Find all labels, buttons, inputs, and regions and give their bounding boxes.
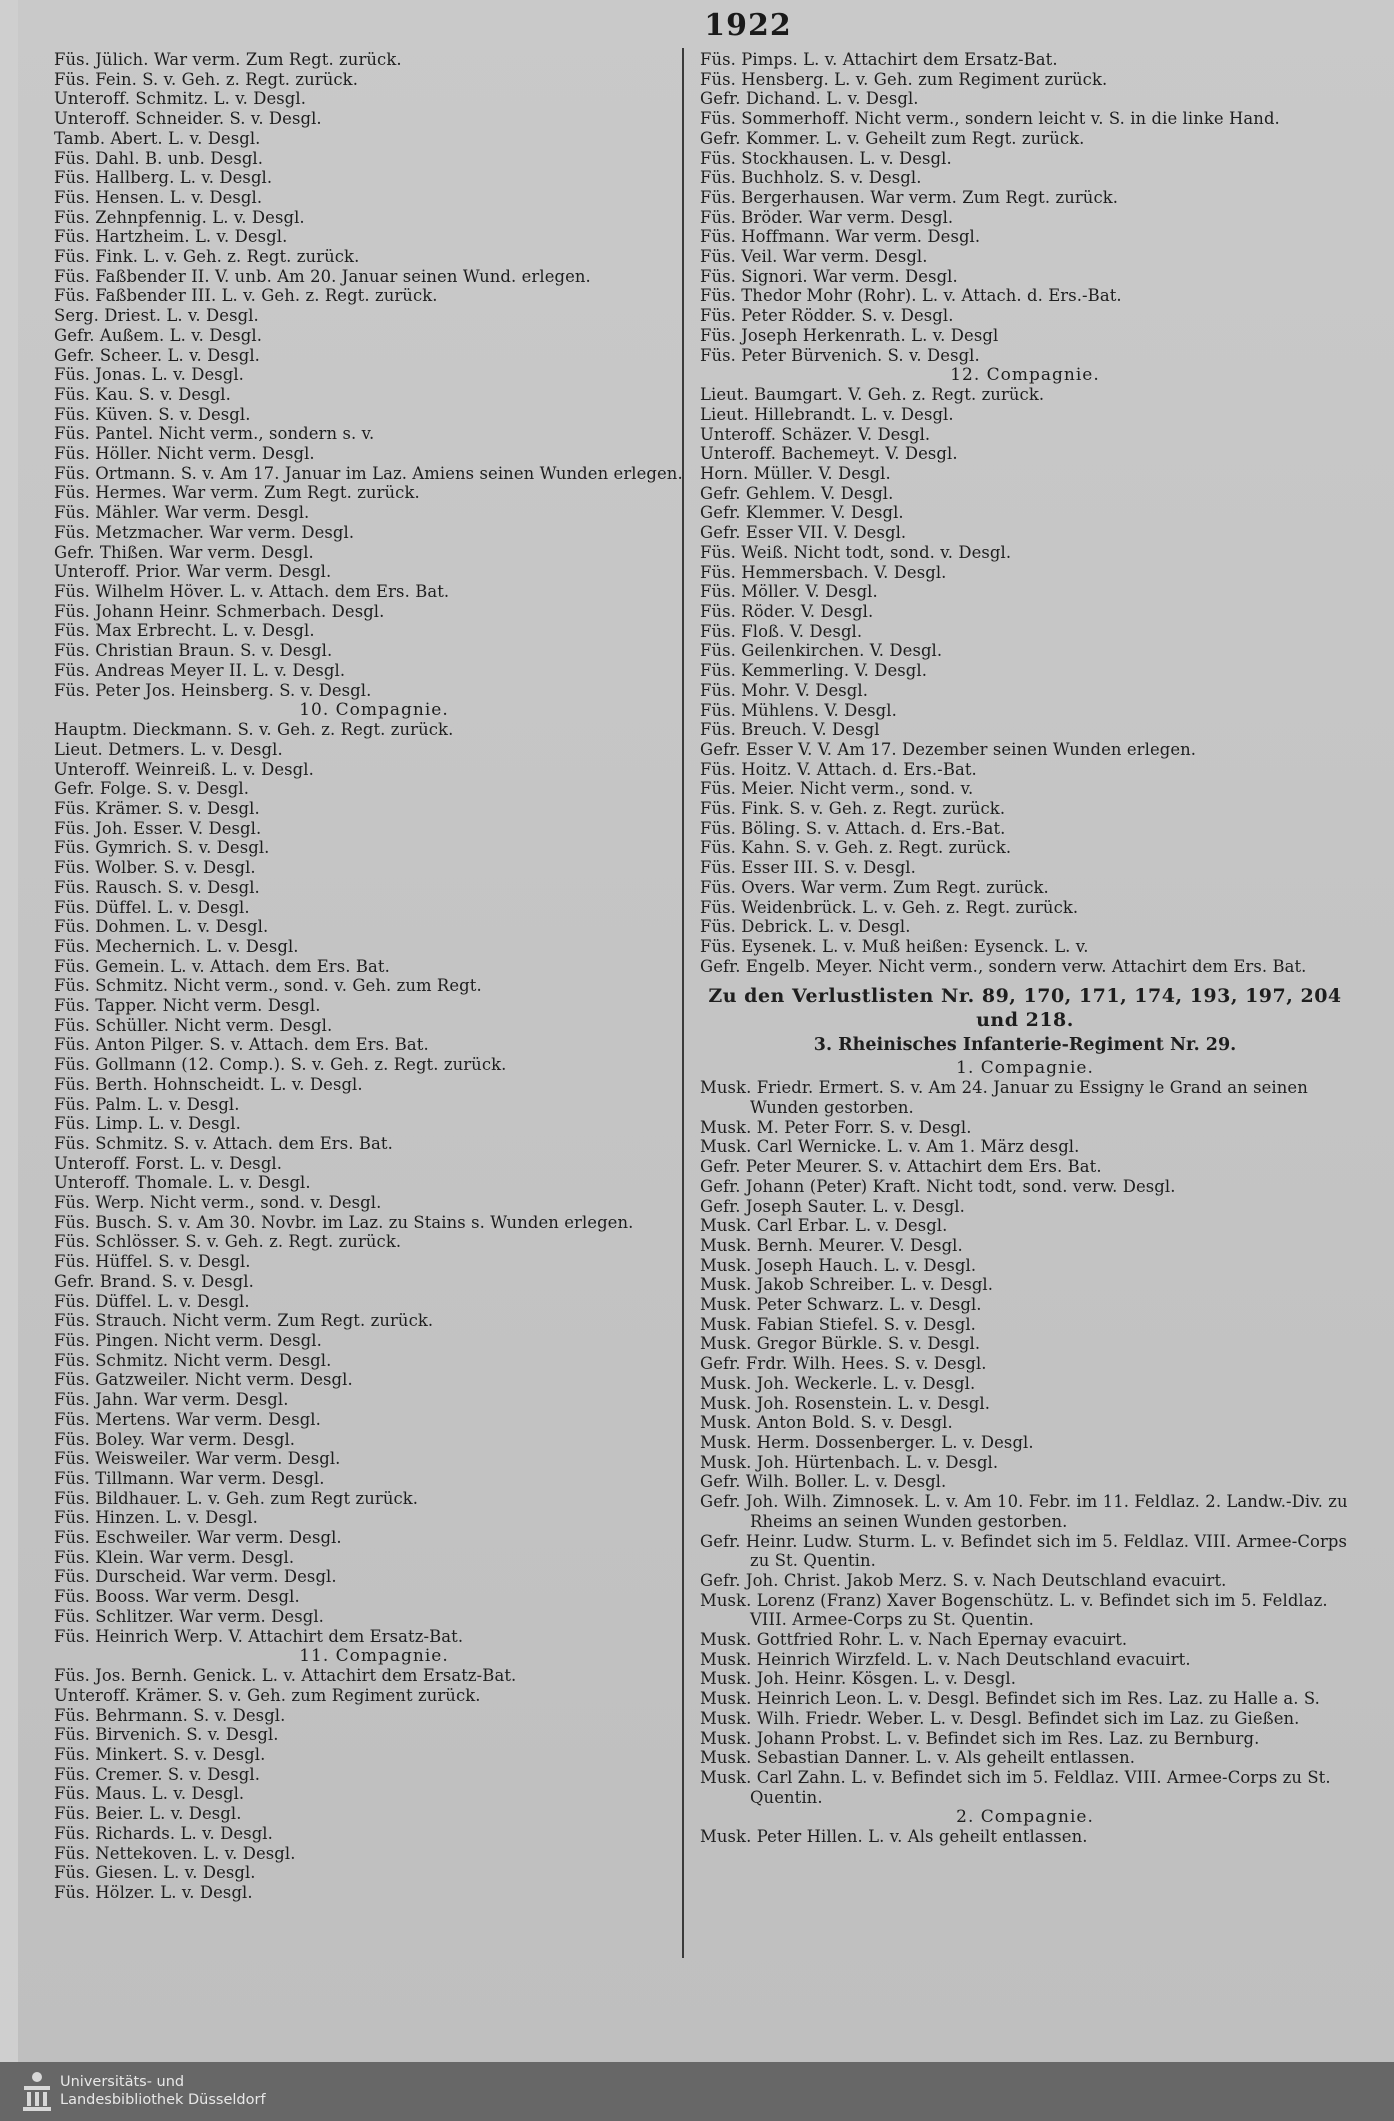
list-entry: Füs. Ortmann. S. v. Am 17. Januar im Laz. Amiens seinen Wunden erlegen. bbox=[54, 463, 683, 483]
list-entry: Füs. Hoitz. V. Attach. d. Ers.-Bat. bbox=[700, 759, 977, 779]
list-entry: Füs. Schüller. Nicht verm. Desgl. bbox=[54, 1015, 333, 1035]
list-entry: Füs. Booss. War verm. Desgl. bbox=[54, 1587, 300, 1607]
list-entry: Gefr. Engelb. Meyer. Nicht verm., sondern verw. Attachirt dem Ers. Bat. bbox=[700, 956, 1307, 976]
list-entry: Füs. Eschweiler. War verm. Desgl. bbox=[54, 1528, 342, 1548]
newspaper-page bbox=[18, 0, 1394, 2062]
list-entry: Musk. Carl Wernicke. L. v. Am 1. März desgl. bbox=[700, 1137, 1080, 1157]
footer-text bbox=[60, 2073, 266, 2109]
list-entry: Füs. Floß. V. Desgl. bbox=[700, 621, 863, 641]
list-entry: Füs. Küven. S. v. Desgl. bbox=[54, 404, 251, 424]
list-entry: Füs. Weidenbrück. L. v. Geh. z. Regt. zurück. bbox=[700, 897, 1079, 917]
list-entry: Unteroff. Bachemeyt. V. Desgl. bbox=[700, 444, 958, 464]
list-entry: Füs. Hemmersbach. V. Desgl. bbox=[700, 562, 947, 582]
company-heading: 10. Compagnie. bbox=[299, 700, 449, 721]
list-entry: Füs. Sommerhoff. Nicht verm., sondern leicht v. S. in die linke Hand. bbox=[700, 109, 1280, 129]
list-entry: Füs. Stockhausen. L. v. Desgl. bbox=[700, 148, 952, 168]
company-heading: 12. Compagnie. bbox=[950, 365, 1100, 386]
list-entry: Füs. Busch. S. v. Am 30. Novbr. im Laz. zu Stains s. Wunden erlegen. bbox=[54, 1212, 634, 1232]
list-entry: Füs. Anton Pilger. S. v. Attach. dem Ers. Bat. bbox=[54, 1035, 429, 1055]
list-entry: Musk. Joh. Hürtenbach. L. v. Desgl. bbox=[700, 1452, 999, 1472]
list-entry: Füs. Christian Braun. S. v. Desgl. bbox=[54, 641, 333, 661]
list-entry: Gefr. Folge. S. v. Desgl. bbox=[54, 779, 250, 799]
footer-line-1: Universitäts- und bbox=[60, 2074, 185, 2090]
list-entry: Gefr. Johann (Peter) Kraft. Nicht todt, sond. verw. Desgl. bbox=[700, 1176, 1176, 1196]
list-entry: Füs. Durscheid. War verm. Desgl. bbox=[54, 1567, 337, 1587]
list-entry: Füs. Rausch. S. v. Desgl. bbox=[54, 877, 260, 897]
list-entry: Unteroff. Forst. L. v. Desgl. bbox=[54, 1153, 283, 1173]
page-number: 1922 bbox=[704, 8, 792, 43]
list-entry: Musk. Sebastian Danner. L. v. Als geheilt entlassen. bbox=[700, 1748, 1136, 1768]
list-entry: Füs. Johann Heinr. Schmerbach. Desgl. bbox=[54, 601, 385, 621]
list-entry: Füs. Wolber. S. v. Desgl. bbox=[54, 858, 256, 878]
list-entry: Füs. Beier. L. v. Desgl. bbox=[54, 1804, 242, 1824]
list-entry: Gefr. Heinr. Ludw. Sturm. L. v. Befindet sich im 5. Feldlaz. VIII. Armee-Corps zu St. Quentin. bbox=[700, 1531, 1348, 1571]
list-entry: Unteroff. Schmitz. L. v. Desgl. bbox=[54, 89, 307, 109]
footer-line-2: Landesbibliothek Düsseldorf bbox=[60, 2092, 266, 2108]
list-entry: Füs. Faßbender III. L. v. Geh. z. Regt. zurück. bbox=[54, 286, 438, 306]
library-logo-icon bbox=[20, 2070, 54, 2112]
left-column bbox=[54, 50, 694, 1903]
list-entry: Füs. Limp. L. v. Desgl. bbox=[54, 1114, 241, 1134]
list-entry: Gefr. Klemmer. V. Desgl. bbox=[700, 503, 904, 523]
list-entry: Musk. Herm. Dossenberger. L. v. Desgl. bbox=[700, 1433, 1034, 1452]
list-entry: Musk. Gregor Bürkle. S. v. Desgl. bbox=[700, 1334, 981, 1354]
list-entry: Füs. Dahl. B. unb. Desgl. bbox=[54, 148, 264, 168]
list-entry: Füs. Behrmann. S. v. Desgl. bbox=[54, 1705, 286, 1725]
list-entry: Füs. Krämer. S. v. Desgl. bbox=[54, 799, 260, 819]
footer-bar bbox=[0, 2062, 1394, 2121]
list-entry: Füs. Hensen. L. v. Desgl. bbox=[54, 187, 263, 207]
list-entry: Füs. Pantel. Nicht verm., sondern s. v. bbox=[54, 424, 375, 444]
list-entry: Füs. Kau. S. v. Desgl. bbox=[54, 384, 231, 404]
list-entry: Füs. Signori. War verm. Desgl. bbox=[700, 266, 958, 286]
list-entry: Musk. Jakob Schreiber. L. v. Desgl. bbox=[700, 1275, 994, 1295]
list-entry: Füs. Buchholz. S. v. Desgl. bbox=[700, 168, 922, 188]
list-entry: Musk. Joh. Weckerle. L. v. Desgl. bbox=[700, 1373, 976, 1393]
list-entry: Füs. Gymrich. S. v. Desgl. bbox=[54, 838, 270, 858]
list-entry: Füs. Geilenkirchen. V. Desgl. bbox=[700, 641, 943, 661]
list-entry: Füs. Heinrich Werp. V. Attachirt dem Ersatz-Bat. bbox=[54, 1626, 464, 1646]
company-heading: 1. Compagnie. bbox=[956, 1058, 1094, 1079]
list-entry: Tamb. Abert. L. v. Desgl. bbox=[54, 128, 261, 148]
list-entry: Füs. Böling. S. v. Attach. d. Ers.-Bat. bbox=[700, 818, 1006, 838]
list-entry: Füs. Klein. War verm. Desgl. bbox=[54, 1547, 295, 1567]
list-entry: Füs. Weiß. Nicht todt, sond. v. Desgl. bbox=[700, 542, 1012, 562]
list-entry: Füs. Thedor Mohr (Rohr). L. v. Attach. d. Ers.-Bat. bbox=[700, 286, 1122, 306]
list-entry: Füs. Strauch. Nicht verm. Zum Regt. zurück. bbox=[54, 1311, 434, 1331]
company-heading: 11. Compagnie. bbox=[299, 1646, 449, 1667]
list-entry: Füs. Veil. War verm. Desgl. bbox=[700, 247, 928, 267]
list-entry: Lieut. Detmers. L. v. Desgl. bbox=[54, 739, 283, 759]
list-entry: Gefr. Kommer. L. v. Geheilt zum Regt. zurück. bbox=[700, 128, 1085, 148]
list-entry: Füs. Mechernich. L. v. Desgl. bbox=[54, 936, 299, 956]
list-entry: Füs. Bröder. War verm. Desgl. bbox=[700, 207, 954, 227]
list-entry: Füs. Cremer. S. v. Desgl. bbox=[54, 1764, 261, 1784]
list-entry: Füs. Tillmann. War verm. Desgl. bbox=[54, 1468, 325, 1488]
list-entry: Füs. Debrick. L. v. Desgl. bbox=[700, 917, 911, 937]
list-entry: Füs. Faßbender II. V. unb. Am 20. Januar seinen Wund. erlegen. bbox=[54, 266, 591, 286]
list-entry: Füs. Möller. V. Desgl. bbox=[700, 582, 878, 602]
list-entry: Füs. Jülich. War verm. Zum Regt. zurück. bbox=[54, 50, 402, 69]
list-entry: Gefr. Joh. Christ. Jakob Merz. S. v. Nach Deutschland evacuirt. bbox=[700, 1570, 1227, 1590]
list-entry: Füs. Pingen. Nicht verm. Desgl. bbox=[54, 1331, 322, 1350]
list-entry: Musk. Wilh. Friedr. Weber. L. v. Desgl. Befindet sich im Laz. zu Gießen. bbox=[700, 1708, 1300, 1728]
list-entry: Füs. Palm. L. v. Desgl. bbox=[54, 1094, 240, 1114]
list-entry: Füs. Metzmacher. War verm. Desgl. bbox=[54, 522, 355, 542]
list-entry: Gefr. Esser VII. V. Desgl. bbox=[700, 523, 907, 543]
list-entry: Hauptm. Dieckmann. S. v. Geh. z. Regt. zurück. bbox=[54, 720, 454, 740]
list-entry: Füs. Boley. War verm. Desgl. bbox=[54, 1429, 296, 1449]
list-entry: Musk. M. Peter Forr. S. v. Desgl. bbox=[700, 1117, 972, 1137]
list-entry: Musk. Gottfried Rohr. L. v. Nach Epernay evacuirt. bbox=[700, 1630, 1128, 1650]
list-entry: Füs. Dohmen. L. v. Desgl. bbox=[54, 917, 269, 937]
list-entry: Gefr. Scheer. L. v. Desgl. bbox=[54, 345, 260, 365]
list-entry: Füs. Schlösser. S. v. Geh. z. Regt. zurück. bbox=[54, 1232, 402, 1252]
list-entry: Füs. Eysenek. L. v. Muß heißen: Eysenck. L. v. bbox=[700, 936, 1089, 956]
list-entry: Füs. Gollmann (12. Comp.). S. v. Geh. z. Regt. zurück. bbox=[54, 1055, 507, 1075]
list-entry: Füs. Hoffmann. War verm. Desgl. bbox=[700, 227, 981, 247]
list-entry: Musk. Joh. Rosenstein. L. v. Desgl. bbox=[700, 1393, 991, 1413]
list-entry: Füs. Peter Rödder. S. v. Desgl. bbox=[700, 306, 954, 326]
list-entry: Füs. Jahn. War verm. Desgl. bbox=[54, 1390, 289, 1410]
right-column bbox=[700, 50, 1350, 1847]
list-entry: Gefr. Joseph Sauter. L. v. Desgl. bbox=[700, 1196, 965, 1216]
list-entry: Füs. Meier. Nicht verm., sond. v. bbox=[700, 779, 974, 799]
list-entry: Gefr. Außem. L. v. Desgl. bbox=[54, 325, 263, 345]
list-entry: Musk. Bernh. Meurer. V. Desgl. bbox=[700, 1235, 963, 1255]
list-entry: Horn. Müller. V. Desgl. bbox=[700, 464, 891, 484]
list-entry: Füs. Giesen. L. v. Desgl. bbox=[54, 1863, 256, 1883]
list-entry: Musk. Carl Zahn. L. v. Befindet sich im 5. Feldlaz. VIII. Armee-Corps zu St. Quentin. bbox=[700, 1767, 1331, 1807]
list-entry: Füs. Max Erbrecht. L. v. Desgl. bbox=[54, 621, 315, 641]
list-entry: Füs. Richards. L. v. Desgl. bbox=[54, 1823, 273, 1843]
list-entry: Musk. Heinrich Wirzfeld. L. v. Nach Deutschland evacuirt. bbox=[700, 1649, 1191, 1669]
list-entry: Unteroff. Schäzer. V. Desgl. bbox=[700, 424, 931, 444]
list-entry: Füs. Overs. War verm. Zum Regt. zurück. bbox=[700, 877, 1049, 897]
list-entry: Füs. Mühlens. V. Desgl. bbox=[700, 700, 897, 720]
list-entry: Füs. Pimps. L. v. Attachirt dem Ersatz-Bat. bbox=[700, 50, 1058, 69]
list-entry: Füs. Andreas Meyer II. L. v. Desgl. bbox=[54, 660, 346, 680]
section-heading: Zu den Verlustlisten Nr. 89, 170, 171, 174, 193, 197, 204 und 218. bbox=[708, 985, 1342, 1032]
list-entry: Füs. Röder. V. Desgl. bbox=[700, 601, 874, 621]
list-entry: Füs. Maus. L. v. Desgl. bbox=[54, 1784, 245, 1804]
list-entry: Füs. Schmitz. Nicht verm. Desgl. bbox=[54, 1350, 332, 1370]
list-entry: Musk. Friedr. Ermert. S. v. Am 24. Januar zu Essigny le Grand an seinen Wunden gestorben. bbox=[700, 1078, 1308, 1118]
list-entry: Gefr. Frdr. Wilh. Hees. S. v. Desgl. bbox=[700, 1354, 987, 1374]
list-entry: Füs. Breuch. V. Desgl bbox=[700, 720, 880, 740]
list-entry: Musk. Carl Erbar. L. v. Desgl. bbox=[700, 1216, 948, 1236]
list-entry: Musk. Anton Bold. S. v. Desgl. bbox=[700, 1413, 953, 1433]
company-heading: 2. Compagnie. bbox=[956, 1807, 1094, 1828]
list-entry: Füs. Schmitz. Nicht verm., sond. v. Geh. zum Regt. bbox=[54, 976, 482, 996]
list-entry: Musk. Joseph Hauch. L. v. Desgl. bbox=[700, 1255, 977, 1275]
list-entry: Füs. Hinzen. L. v. Desgl. bbox=[54, 1508, 258, 1528]
list-entry: Füs. Esser III. S. v. Desgl. bbox=[700, 858, 916, 878]
list-entry: Musk. Johann Probst. L. v. Befindet sich im Res. Laz. zu Bernburg. bbox=[700, 1728, 1260, 1748]
list-entry: Füs. Tapper. Nicht verm. Desgl. bbox=[54, 996, 321, 1016]
list-entry: Lieut. Hillebrandt. L. v. Desgl. bbox=[700, 404, 954, 424]
list-entry: Füs. Hölzer. L. v. Desgl. bbox=[54, 1882, 253, 1902]
list-entry: Füs. Schlitzer. War verm. Desgl. bbox=[54, 1606, 324, 1626]
list-entry: Füs. Joh. Esser. V. Desgl. bbox=[54, 818, 262, 838]
list-entry: Füs. Mertens. War verm. Desgl. bbox=[54, 1409, 321, 1429]
list-entry: Gefr. Peter Meurer. S. v. Attachirt dem Ers. Bat. bbox=[700, 1157, 1102, 1177]
list-entry: Füs. Jonas. L. v. Desgl. bbox=[54, 365, 244, 385]
list-entry: Musk. Lorenz (Franz) Xaver Bogenschütz. L. v. Befindet sich im 5. Feldlaz. VIII. Armee-Corps zu St. Quentin. bbox=[700, 1590, 1328, 1630]
list-entry: Gefr. Brand. S. v. Desgl. bbox=[54, 1271, 254, 1291]
list-entry: Füs. Wilhelm Höver. L. v. Attach. dem Ers. Bat. bbox=[54, 581, 450, 601]
list-entry: Füs. Mohr. V. Desgl. bbox=[700, 680, 869, 700]
list-entry: Füs. Schmitz. S. v. Attach. dem Ers. Bat. bbox=[54, 1133, 393, 1153]
list-entry: Gefr. Wilh. Boller. L. v. Desgl. bbox=[700, 1472, 947, 1492]
list-entry: Füs. Fink. L. v. Geh. z. Regt. zurück. bbox=[54, 247, 360, 267]
list-entry: Musk. Fabian Stiefel. S. v. Desgl. bbox=[700, 1314, 976, 1334]
list-entry: Füs. Nettekoven. L. v. Desgl. bbox=[54, 1843, 296, 1863]
list-entry: Füs. Joseph Herkenrath. L. v. Desgl bbox=[700, 325, 999, 345]
list-entry: Füs. Weisweiler. War verm. Desgl. bbox=[54, 1449, 341, 1469]
list-entry: Musk. Heinrich Leon. L. v. Desgl. Befindet sich im Res. Laz. zu Halle a. S. bbox=[700, 1689, 1320, 1709]
regiment-heading: 3. Rheinisches Infanterie-Regiment Nr. 29. bbox=[813, 1035, 1237, 1056]
list-entry: Füs. Mähler. War verm. Desgl. bbox=[54, 503, 310, 523]
list-entry: Unteroff. Krämer. S. v. Geh. zum Regiment zurück. bbox=[54, 1685, 481, 1705]
list-entry: Füs. Bergerhausen. War verm. Zum Regt. zurück. bbox=[700, 187, 1119, 207]
list-entry: Gefr. Joh. Wilh. Zimnosek. L. v. Am 10. Febr. im 11. Feldlaz. 2. Landw.-Div. zu Rheims an seinen Wunden gestorben. bbox=[700, 1492, 1348, 1531]
list-entry: Musk. Joh. Heinr. Kösgen. L. v. Desgl. bbox=[700, 1669, 1017, 1689]
list-entry: Unteroff. Prior. War verm. Desgl. bbox=[54, 562, 332, 582]
list-entry: Unteroff. Schneider. S. v. Desgl. bbox=[54, 109, 322, 129]
list-entry: Gefr. Thißen. War verm. Desgl. bbox=[54, 542, 314, 562]
list-entry: Füs. Jos. Bernh. Genick. L. v. Attachirt dem Ersatz-Bat. bbox=[54, 1666, 517, 1686]
list-entry: Füs. Werp. Nicht verm., sond. v. Desgl. bbox=[54, 1193, 382, 1213]
list-entry: Lieut. Baumgart. V. Geh. z. Regt. zurück. bbox=[700, 385, 1045, 405]
list-entry: Füs. Zehnpfennig. L. v. Desgl. bbox=[54, 207, 305, 227]
list-entry: Füs. Hallberg. L. v. Desgl. bbox=[54, 168, 273, 188]
list-entry: Füs. Hüffel. S. v. Desgl. bbox=[54, 1252, 251, 1272]
list-entry: Füs. Kemmerling. V. Desgl. bbox=[700, 661, 928, 681]
list-entry: Füs. Fein. S. v. Geh. z. Regt. zurück. bbox=[54, 69, 359, 89]
list-entry: Füs. Gemein. L. v. Attach. dem Ers. Bat. bbox=[54, 956, 390, 976]
list-entry: Füs. Fink. S. v. Geh. z. Regt. zurück. bbox=[700, 799, 1006, 819]
list-entry: Füs. Hermes. War verm. Zum Regt. zurück. bbox=[54, 483, 420, 503]
list-entry: Serg. Driest. L. v. Desgl. bbox=[54, 306, 259, 326]
list-entry: Füs. Berth. Hohnscheidt. L. v. Desgl. bbox=[54, 1074, 363, 1094]
list-entry: Füs. Gatzweiler. Nicht verm. Desgl. bbox=[54, 1370, 353, 1390]
list-entry: Füs. Düffel. L. v. Desgl. bbox=[54, 1291, 250, 1311]
list-entry: Musk. Peter Schwarz. L. v. Desgl. bbox=[700, 1295, 982, 1315]
list-entry: Füs. Hartzheim. L. v. Desgl. bbox=[54, 227, 288, 247]
list-entry: Gefr. Dichand. L. v. Desgl. bbox=[700, 89, 919, 109]
list-entry: Füs. Höller. Nicht verm. Desgl. bbox=[54, 444, 315, 464]
list-entry: Unteroff. Thomale. L. v. Desgl. bbox=[54, 1173, 311, 1193]
list-entry: Gefr. Esser V. V. Am 17. Dezember seinen Wunden erlegen. bbox=[700, 739, 1197, 759]
list-entry: Gefr. Gehlem. V. Desgl. bbox=[700, 483, 894, 503]
list-entry: Füs. Peter Jos. Heinsberg. S. v. Desgl. bbox=[54, 680, 372, 700]
list-entry: Füs. Hensberg. L. v. Geh. zum Regiment zurück. bbox=[700, 69, 1108, 89]
list-entry: Unteroff. Weinreiß. L. v. Desgl. bbox=[54, 759, 314, 779]
list-entry: Füs. Bildhauer. L. v. Geh. zum Regt zurück. bbox=[54, 1488, 419, 1508]
list-entry: Füs. Birvenich. S. v. Desgl. bbox=[54, 1725, 279, 1745]
list-entry: Musk. Peter Hillen. L. v. Als geheilt entlassen. bbox=[700, 1827, 1088, 1847]
list-entry: Füs. Düffel. L. v. Desgl. bbox=[54, 897, 250, 917]
list-entry: Füs. Peter Bürvenich. S. v. Desgl. bbox=[700, 345, 980, 365]
list-entry: Füs. Kahn. S. v. Geh. z. Regt. zurück. bbox=[700, 838, 1012, 858]
list-entry: Füs. Minkert. S. v. Desgl. bbox=[54, 1745, 266, 1765]
